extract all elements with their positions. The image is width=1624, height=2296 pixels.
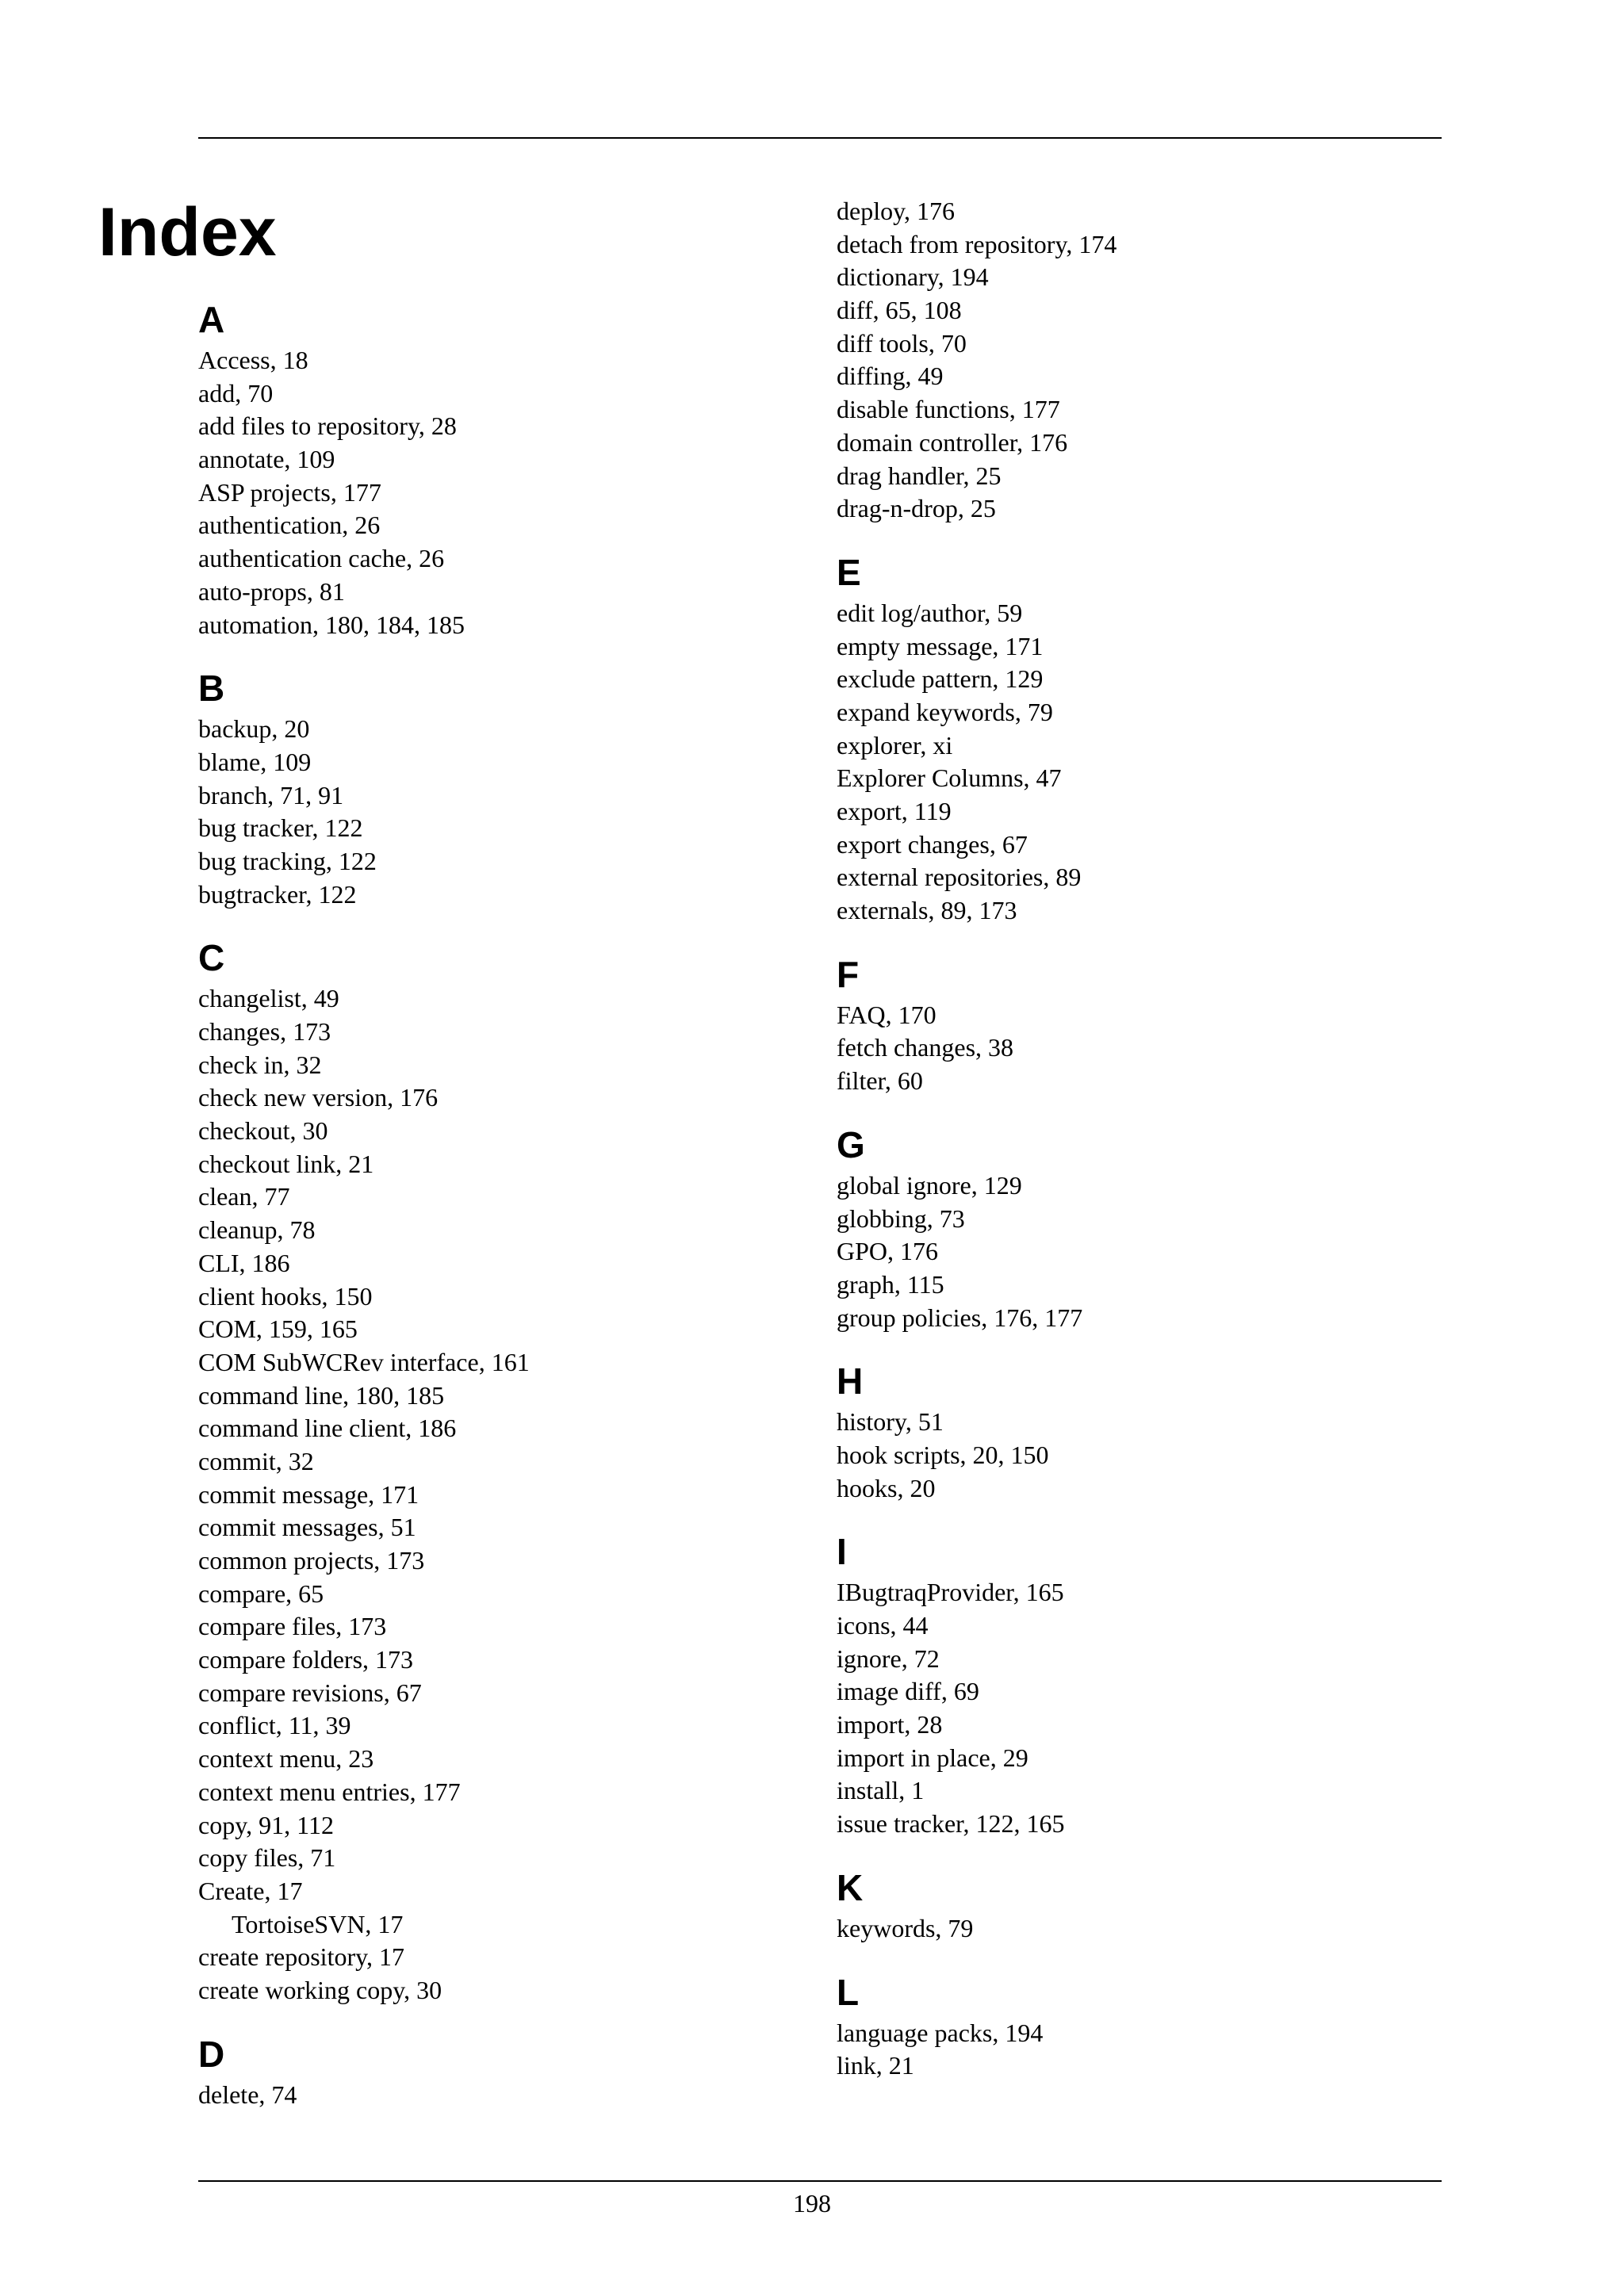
index-group xyxy=(837,1863,1439,1946)
index-entry: GPO, 176 xyxy=(837,1237,939,1266)
page-number: 198 xyxy=(793,2189,831,2218)
index-entry: ignore, 72 xyxy=(837,1644,940,1673)
index-entry: explorer, xi xyxy=(837,730,953,760)
index-group xyxy=(837,1120,1439,1334)
index-entry: COM, 159, 165 xyxy=(198,1314,358,1344)
index-entry: fetch changes, 38 xyxy=(837,1033,1014,1062)
index-entry: annotate, 109 xyxy=(198,445,335,474)
index-letter-heading: L xyxy=(837,1971,860,2013)
index-group xyxy=(198,933,801,2007)
index-entry: externals, 89, 173 xyxy=(837,896,1017,925)
index-entry: create working copy, 30 xyxy=(198,1975,442,2004)
index-entry: export changes, 67 xyxy=(837,829,1028,859)
index-entry: changelist, 49 xyxy=(198,984,339,1013)
index-entry: Create, 17 xyxy=(198,1876,303,1905)
index-entry: changes, 173 xyxy=(198,1017,331,1046)
index-entry: keywords, 79 xyxy=(837,1913,974,1942)
index-entry: commit messages, 51 xyxy=(198,1513,416,1542)
index-entry: context menu, 23 xyxy=(198,1744,374,1774)
index-letter-heading: C xyxy=(198,937,225,979)
index-entry: branch, 71, 91 xyxy=(198,780,344,809)
index-entry: cleanup, 78 xyxy=(198,1215,316,1245)
index-entry: backup, 20 xyxy=(198,714,310,744)
index-group xyxy=(198,2030,801,2112)
index-letter-heading: H xyxy=(837,1360,864,1402)
index-entry: globbing, 73 xyxy=(837,1203,965,1233)
index-entry: compare folders, 173 xyxy=(198,1645,414,1674)
index-entry: Access, 18 xyxy=(198,346,308,374)
index-entry: disable functions, 177 xyxy=(837,395,1060,424)
index-entry: commit, 32 xyxy=(198,1446,314,1475)
index-letter-heading: G xyxy=(837,1123,865,1165)
index-entry: domain controller, 176 xyxy=(837,427,1068,457)
index-entry: checkout, 30 xyxy=(198,1116,328,1146)
index-letter-heading: K xyxy=(837,1866,864,1908)
index-entry: add files to repository, 28 xyxy=(198,411,457,441)
index-entry: hooks, 20 xyxy=(837,1473,936,1502)
index-entry: checkout link, 21 xyxy=(198,1149,374,1178)
index-entry: language packs, 194 xyxy=(837,2018,1044,2047)
index-entry: bugtracker, 122 xyxy=(198,879,357,909)
index-group xyxy=(837,950,1439,1098)
index-entry: expand keywords, 79 xyxy=(837,697,1053,726)
index-entry: drag-n-drop, 25 xyxy=(837,494,996,523)
index-entry: image diff, 69 xyxy=(837,1677,979,1706)
index-entry: authentication, 26 xyxy=(198,511,381,540)
index-entry: compare files, 173 xyxy=(198,1612,387,1641)
index-entry: bug tracker, 122 xyxy=(198,813,363,843)
footer-rule xyxy=(198,2180,1442,2182)
index-entry: link, 21 xyxy=(837,2051,914,2080)
index-entry: automation, 180, 184, 185 xyxy=(198,610,465,639)
index-entry: command line client, 186 xyxy=(198,1414,457,1443)
index-entry: command line, 180, 185 xyxy=(198,1380,445,1410)
index-group xyxy=(837,1527,1439,1841)
index-entry: diff tools, 70 xyxy=(837,328,967,358)
index-subentry: TortoiseSVN, 17 xyxy=(232,1909,404,1938)
index-entry: Explorer Columns, 47 xyxy=(837,763,1062,793)
index-entry: global ignore, 129 xyxy=(837,1170,1022,1200)
index-entry: group policies, 176, 177 xyxy=(837,1303,1083,1332)
index-entry: blame, 109 xyxy=(198,747,312,776)
index-entry: check in, 32 xyxy=(198,1050,322,1079)
index-entry: add, 70 xyxy=(198,378,274,408)
index-letter-heading: E xyxy=(837,551,861,593)
index-entry: create repository, 17 xyxy=(198,1942,405,1972)
index-entry: external repositories, 89 xyxy=(837,863,1082,892)
index-group xyxy=(837,1968,1439,2083)
index-entry: authentication cache, 26 xyxy=(198,544,445,573)
index-entry: filter, 60 xyxy=(837,1066,923,1096)
index-letter-heading: B xyxy=(198,668,225,710)
index-group xyxy=(837,195,1439,526)
page-title: Index xyxy=(98,194,277,270)
index-entry: delete, 74 xyxy=(198,2080,297,2109)
index-entry: import in place, 29 xyxy=(837,1743,1028,1772)
index-entry: commit message, 171 xyxy=(198,1479,419,1509)
index-entry: install, 1 xyxy=(837,1776,925,1805)
index-entry: IBugtraqProvider, 165 xyxy=(837,1578,1064,1607)
index-entry: context menu entries, 177 xyxy=(198,1777,461,1806)
index-entry: edit log/author, 59 xyxy=(837,598,1023,627)
index-letter-heading: A xyxy=(198,299,225,340)
index-group xyxy=(198,295,801,641)
index-letter-heading: D xyxy=(198,2033,225,2075)
header-rule xyxy=(198,137,1442,139)
index-entry: check new version, 176 xyxy=(198,1083,439,1112)
index-entry: common projects, 173 xyxy=(198,1546,425,1575)
index-entry: compare, 65 xyxy=(198,1578,324,1608)
index-entry: compare revisions, 67 xyxy=(198,1678,422,1707)
index-entry: FAQ, 170 xyxy=(837,1000,936,1029)
index-entry: export, 119 xyxy=(837,797,952,825)
index-entry: COM SubWCRev interface, 161 xyxy=(198,1347,530,1376)
index-entry: graph, 115 xyxy=(837,1269,944,1299)
index-entry: hook scripts, 20, 150 xyxy=(837,1440,1049,1469)
index-entry: history, 51 xyxy=(837,1407,944,1437)
index-entry: bug tracking, 122 xyxy=(198,846,377,875)
index-group xyxy=(837,1357,1439,1505)
index-entry: icons, 44 xyxy=(837,1611,929,1640)
index-entry: exclude pattern, 129 xyxy=(837,664,1044,694)
index-entry: diff, 65, 108 xyxy=(837,296,962,325)
index-letter-heading: F xyxy=(837,953,860,995)
index-entry: empty message, 171 xyxy=(837,631,1044,660)
index-entry: ASP projects, 177 xyxy=(198,477,381,507)
index-entry: auto-props, 81 xyxy=(198,576,345,606)
index-entry: dictionary, 194 xyxy=(837,262,989,292)
index-entry: issue tracker, 122, 165 xyxy=(837,1809,1065,1839)
index-entry: copy files, 71 xyxy=(198,1843,336,1873)
index-column-right xyxy=(837,195,1439,2105)
index-entry: CLI, 186 xyxy=(198,1248,290,1277)
index-entry: deploy, 176 xyxy=(837,197,956,225)
index-entry: conflict, 11, 39 xyxy=(198,1711,351,1740)
index-entry: diffing, 49 xyxy=(837,362,944,391)
index-entry: copy, 91, 112 xyxy=(198,1810,334,1839)
index-entry: drag handler, 25 xyxy=(837,461,1002,490)
index-entry: client hooks, 150 xyxy=(198,1281,373,1311)
index-entry: clean, 77 xyxy=(198,1182,290,1211)
index-entry: import, 28 xyxy=(837,1710,943,1739)
index-column-left xyxy=(198,295,801,2133)
index-letter-heading: I xyxy=(837,1531,847,1573)
index-entry: detach from repository, 174 xyxy=(837,229,1117,258)
index-group xyxy=(198,664,801,911)
index-group xyxy=(837,548,1439,928)
